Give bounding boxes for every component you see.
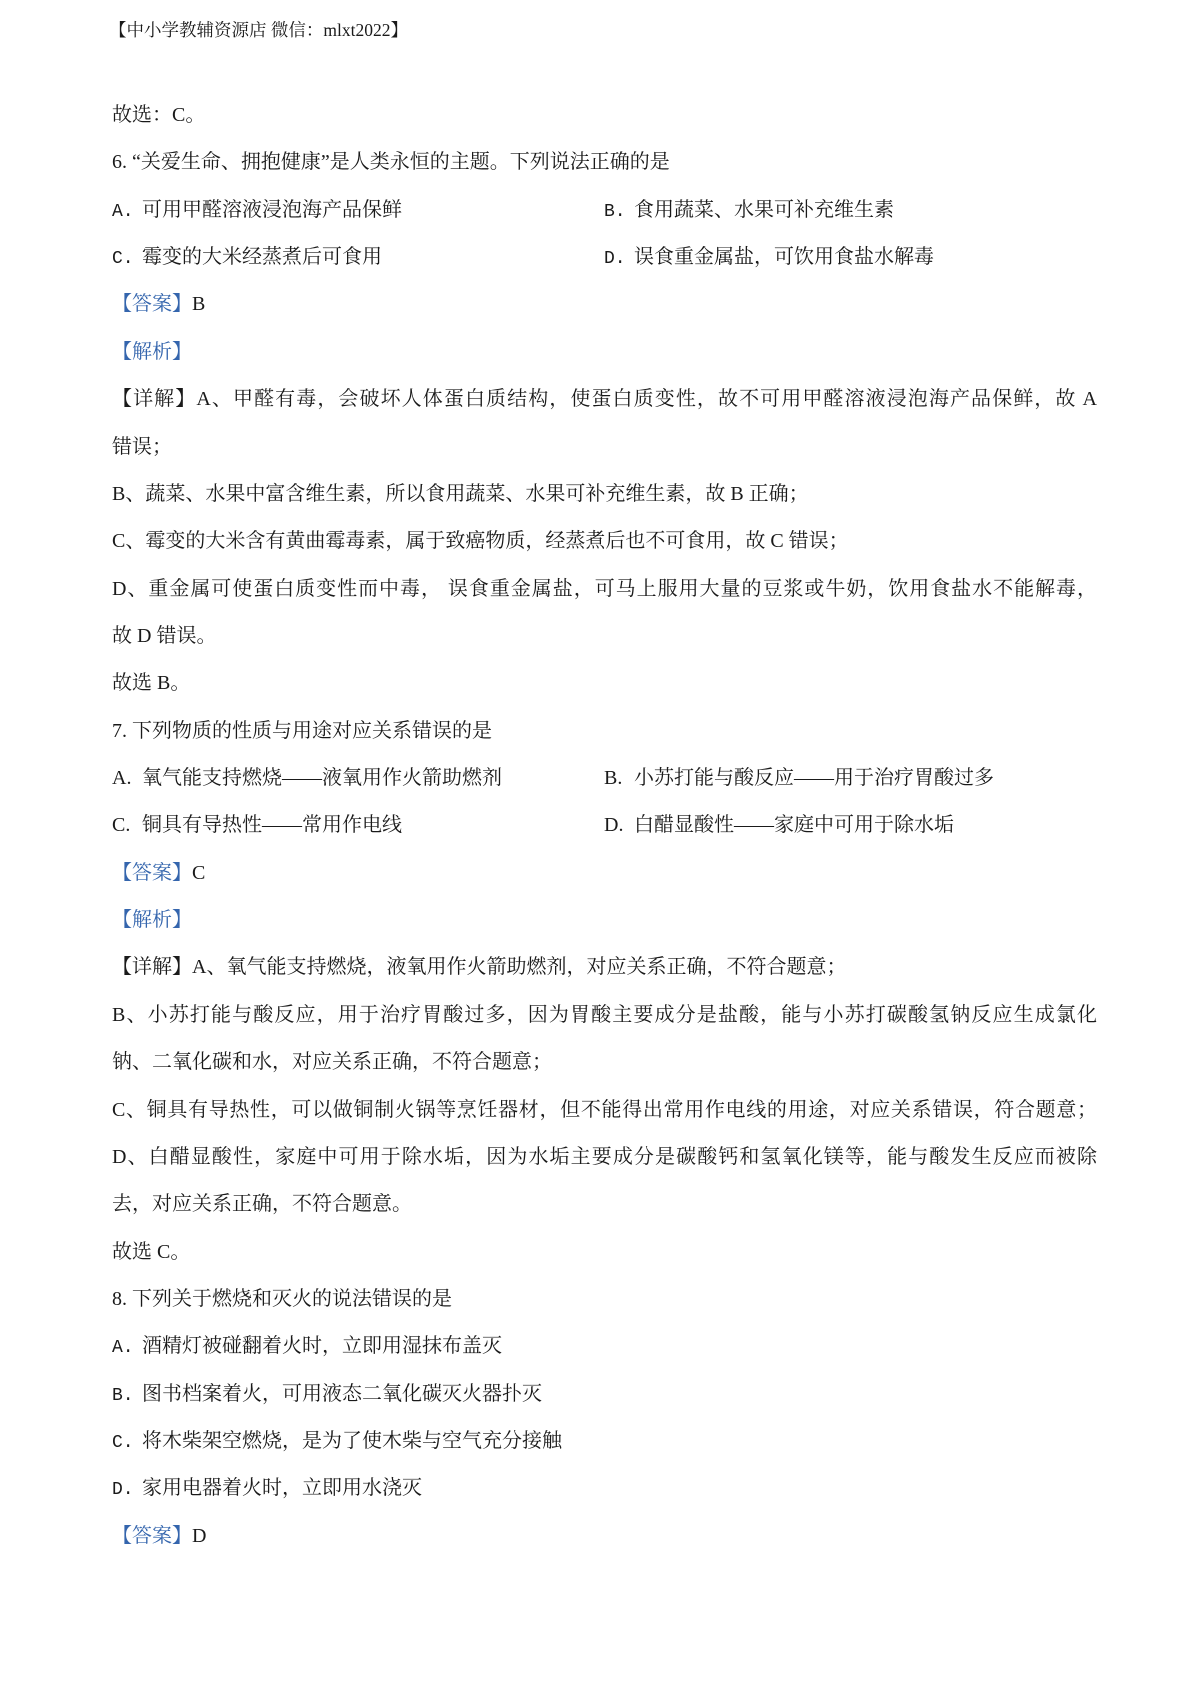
question-6-option-b xyxy=(604,187,1096,234)
question-7-option-d xyxy=(604,802,1096,849)
detail-label: 【详解】 xyxy=(112,388,197,411)
question-6-detail-line-5: D、重金属可使蛋白质变性而中毒， 误食重金属盐，可马上服用大量的豆浆或牛奶，饮用食盐水不能解毒， xyxy=(112,577,1097,600)
question-8-option-b xyxy=(112,1371,1097,1418)
question-7-option-c xyxy=(112,802,604,849)
question-6-analysis-label: 【解析】 xyxy=(112,340,192,363)
question-7-detail-line-2: B、小苏打能与酸反应，用于治疗胃酸过多，因为胃酸主要成分是盐酸，能与小苏打碳酸氢钠反应生成氯化 xyxy=(112,1003,1097,1026)
option-label: C. xyxy=(112,814,131,837)
answer-label: 【答案】 xyxy=(112,861,192,884)
detail-text: A、氧气能支持燃烧，液氧用作火箭助燃剂，对应关系正确，不符合题意； xyxy=(192,956,847,979)
question-7-stem: 7. 下列物质的性质与用途对应关系错误的是 xyxy=(112,719,492,742)
option-label: C. xyxy=(112,249,134,270)
question-6-detail-line-1 xyxy=(112,376,1097,423)
question-6-option-c xyxy=(112,234,604,281)
option-text: 霉变的大米经蒸煮后可食用 xyxy=(142,246,382,269)
detail-text: A、甲醛有毒，会破坏人体蛋白质结构，使蛋白质变性，故不可用甲醛溶液浸泡海产品保鲜，故 A xyxy=(196,388,1097,411)
option-text: 食用蔬菜、水果可补充维生素 xyxy=(634,198,894,221)
option-label: B. xyxy=(604,201,626,222)
answer-value: D xyxy=(192,1524,207,1547)
question-6-stem: 6. “关爱生命、拥抱健康”是人类永恒的主题。下列说法正确的是 xyxy=(112,151,670,174)
question-7-options-row-2 xyxy=(112,802,1097,849)
option-label: D. xyxy=(604,814,624,837)
question-6-options-row-2 xyxy=(112,234,1097,281)
question-6-detail-line-6: 故 D 错误。 xyxy=(112,624,217,647)
answer-label: 【答案】 xyxy=(112,293,192,316)
option-text: 可用甲醛溶液浸泡海产品保鲜 xyxy=(142,198,402,221)
question-6-detail-line-2: 错误； xyxy=(112,435,172,458)
question-7-option-a xyxy=(112,755,604,802)
option-text: 小苏打能与酸反应——用于治疗胃酸过多 xyxy=(634,767,994,790)
question-7-conclusion: 故选 C。 xyxy=(112,1240,191,1263)
question-6-answer xyxy=(112,281,1097,328)
option-text: 酒精灯被碰翻着火时，立即用湿抹布盖灭 xyxy=(142,1335,502,1358)
detail-label: 【详解】 xyxy=(112,956,192,979)
option-text: 误食重金属盐，可饮用食盐水解毒 xyxy=(634,246,934,269)
answer-value: B xyxy=(192,293,206,316)
question-8-answer xyxy=(112,1513,1097,1560)
option-label: A. xyxy=(112,767,132,790)
question-7-detail-line-1 xyxy=(112,944,1097,991)
option-label: D. xyxy=(604,249,626,270)
question-8-option-a xyxy=(112,1323,1097,1370)
answer-value: C xyxy=(192,861,206,884)
question-7-detail-line-4: C、铜具有导热性，可以做铜制火锅等烹饪器材，但不能得出常用作电线的用途，对应关系错误，符合题意； xyxy=(112,1098,1097,1121)
question-8-option-d xyxy=(112,1465,1097,1512)
previous-question-conclusion: 故选：C。 xyxy=(112,104,206,126)
option-label: C. xyxy=(112,1433,134,1454)
question-6-option-d xyxy=(604,234,1096,281)
option-text: 白醋显酸性——家庭中可用于除水垢 xyxy=(634,814,954,837)
question-7-detail-line-6: 去，对应关系正确，不符合题意。 xyxy=(112,1193,412,1216)
option-text: 将木柴架空燃烧，是为了使木柴与空气充分接触 xyxy=(142,1430,562,1453)
option-text: 家用电器着火时，立即用水浇灭 xyxy=(142,1477,422,1500)
question-6-options-row-1 xyxy=(112,187,1097,234)
question-7-analysis-label: 【解析】 xyxy=(112,909,192,932)
question-7-answer xyxy=(112,850,1097,897)
question-6-option-a xyxy=(112,187,604,234)
question-7-option-b xyxy=(604,755,1096,802)
option-label: B. xyxy=(604,767,623,790)
option-label: D. xyxy=(112,1480,134,1501)
option-label: B. xyxy=(112,1385,134,1406)
question-6-detail-line-4: C、霉变的大米含有黄曲霉毒素，属于致癌物质，经蒸煮后也不可食用，故 C 错误； xyxy=(112,530,849,553)
question-8-stem: 8. 下列关于燃烧和灭火的说法错误的是 xyxy=(112,1287,452,1310)
option-text: 图书档案着火，可用液态二氧化碳灭火器扑灭 xyxy=(142,1382,542,1405)
question-7-detail-line-3: 钠、二氧化碳和水，对应关系正确，不符合题意； xyxy=(112,1051,552,1074)
answer-label: 【答案】 xyxy=(112,1524,192,1547)
option-text: 铜具有导热性——常用作电线 xyxy=(142,814,402,837)
document-body xyxy=(112,92,1097,1560)
option-label: A. xyxy=(112,1338,134,1359)
question-7-detail-line-5: D、白醋显酸性，家庭中可用于除水垢，因为水垢主要成分是碳酸钙和氢氧化镁等，能与酸发生反应而被除 xyxy=(112,1145,1097,1168)
option-text: 氧气能支持燃烧——液氧用作火箭助燃剂 xyxy=(142,767,502,790)
question-6-detail-line-3: B、蔬菜、水果中富含维生素，所以食用蔬菜、水果可补充维生素，故 B 正确； xyxy=(112,482,809,505)
page-header-watermark: 【中小学教辅资源店 微信：mlxt2022】 xyxy=(109,20,408,40)
question-6-conclusion: 故选 B。 xyxy=(112,672,191,695)
option-label: A. xyxy=(112,201,134,222)
question-8-option-c xyxy=(112,1418,1097,1465)
question-7-options-row-1 xyxy=(112,755,1097,802)
